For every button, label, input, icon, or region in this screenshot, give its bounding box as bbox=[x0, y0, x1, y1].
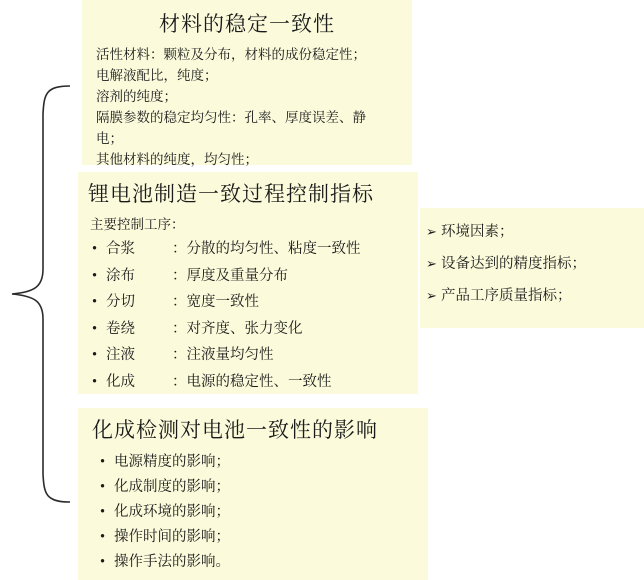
formation-impact-box bbox=[78, 408, 428, 580]
formation-item bbox=[84, 475, 420, 500]
bullet-icon: • bbox=[100, 479, 106, 495]
formation-item bbox=[84, 550, 420, 575]
material-line: 活性材料：颗粒及分布，材料的成份稳定性； bbox=[96, 47, 366, 62]
process-item bbox=[84, 369, 410, 396]
left-curly-brace-icon bbox=[6, 84, 76, 504]
bullet-icon: • bbox=[92, 294, 98, 310]
process-item-desc: ：厚度及重量分布 bbox=[172, 267, 288, 284]
indicator-item bbox=[426, 216, 640, 248]
process-item bbox=[84, 263, 410, 290]
arrow-right-icon: ➢ bbox=[426, 256, 437, 271]
arrow-right-icon: ➢ bbox=[426, 224, 437, 239]
material-line: 电； bbox=[96, 131, 123, 146]
process-item-desc: ：注液量均匀性 bbox=[172, 347, 274, 363]
formation-item-label: 化成环境的影响； bbox=[114, 504, 230, 520]
formation-item-label: 操作时间的影响； bbox=[114, 529, 230, 545]
process-item bbox=[84, 316, 410, 343]
process-subtitle: 主要控制工序： bbox=[90, 217, 185, 232]
formation-item-label: 化成制度的影响； bbox=[114, 479, 230, 495]
process-item-desc: ：分散的均匀性、粘度一致性 bbox=[172, 241, 361, 257]
process-item-name: 涂布 bbox=[106, 267, 135, 284]
process-item bbox=[84, 289, 410, 316]
indicator-item bbox=[426, 280, 640, 312]
bullet-icon: • bbox=[100, 554, 106, 570]
indicator-item bbox=[426, 248, 640, 280]
process-item bbox=[84, 236, 410, 263]
material-box-title: 材料的稳定一致性 bbox=[159, 12, 335, 36]
formation-item bbox=[84, 500, 420, 525]
bullet-icon: • bbox=[92, 373, 98, 390]
bullet-icon: • bbox=[100, 454, 106, 470]
process-item-name: 分切 bbox=[106, 294, 135, 310]
material-line: 其他材料的纯度，均匀性； bbox=[96, 152, 258, 167]
material-consistency-box bbox=[82, 0, 412, 165]
process-item-name: 卷绕 bbox=[106, 320, 135, 337]
bullet-icon: • bbox=[92, 320, 98, 337]
process-item-name: 化成 bbox=[106, 373, 135, 390]
bullet-icon: • bbox=[92, 267, 98, 284]
indicator-item-label: 设备达到的精度指标； bbox=[441, 256, 586, 272]
material-line: 溶剂的纯度； bbox=[96, 89, 177, 104]
process-control-box bbox=[78, 172, 418, 394]
indicators-box bbox=[420, 208, 644, 328]
process-item bbox=[84, 342, 410, 369]
process-item-desc: ：宽度一致性 bbox=[172, 294, 259, 310]
bullet-icon: • bbox=[92, 347, 98, 363]
formation-item-label: 操作手法的影响。 bbox=[114, 554, 230, 570]
process-box-title: 锂电池制造一致过程控制指标 bbox=[88, 182, 374, 206]
bullet-icon: • bbox=[100, 504, 106, 520]
arrow-right-icon: ➢ bbox=[426, 288, 437, 303]
process-item-desc: ：对齐度、张力变化 bbox=[172, 320, 303, 337]
formation-item bbox=[84, 450, 420, 475]
formation-box-title: 化成检测对电池一致性的影响 bbox=[92, 418, 378, 442]
formation-item bbox=[84, 525, 420, 550]
bullet-icon: • bbox=[92, 241, 98, 257]
process-item-desc: ：电源的稳定性、一致性 bbox=[172, 373, 332, 390]
material-line: 电解液配比，纯度； bbox=[96, 68, 218, 83]
indicator-item-label: 产品工序质量指标； bbox=[441, 288, 572, 304]
material-line: 隔膜参数的稳定均匀性：孔率、厚度误差、静 bbox=[96, 110, 366, 125]
process-item-name: 注液 bbox=[106, 347, 135, 363]
bullet-icon: • bbox=[100, 529, 106, 545]
indicator-item-label: 环境因素； bbox=[441, 224, 514, 240]
formation-item-label: 电源精度的影响； bbox=[114, 454, 230, 470]
process-item-name: 合浆 bbox=[106, 241, 135, 257]
